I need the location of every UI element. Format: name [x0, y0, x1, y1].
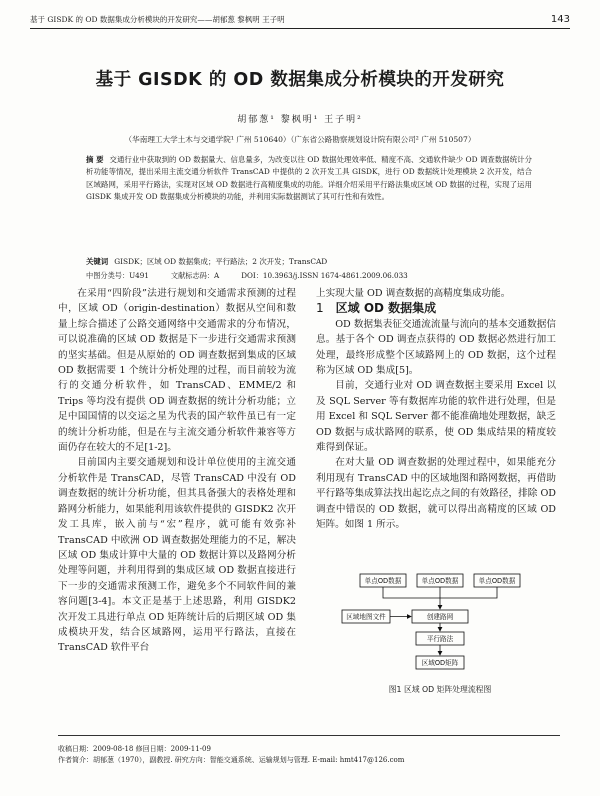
- right-column: [316, 286, 556, 566]
- footnote: [58, 735, 560, 766]
- body-paragraph: 目前国内主要交通规划和设计单位使用的主流交通分析软件是 TransCAD，尽管 TransCAD 中没有 OD 调查数据的统计分析功能，但其具备强大的表格处理和路网分析能力，如果能利用该软件提供的 GISDK2 次开发工具库，嵌入前与“宏”程序，就可能有效弥补 TransCAD 中欧洲 OD 调查数据处理能力的不足，解决区域 OD 集成计算中大量的 OD 数据计算以及路网分析处理等问题，并利用得到的集成区域 OD 数据直接进行下一步的交通需求预测工作，避免多个不同软件间的兼容问题[3-4]。本文正是基于上述思路，利用 GISDK2 次开发工具进行单点 OD 矩阵统计后的后期区域 OD 集成模块开发，结合区域路网，运用平行路法，直接在 TransCAD 软件平台: [58, 457, 296, 654]
- doi: DOI：10.3963/j.ISSN 1674-4861.2009.06.033: [241, 271, 408, 280]
- author-list: 胡郁葱¹ 黎枫明¹ 王子明²: [237, 115, 363, 125]
- affiliation: （华南理工大学土木与交通学院¹ 广州 510640）（广东省公路勘察规划设计院有限公司² 广州 510507）: [124, 135, 476, 144]
- paper-title: 基于 GISDK 的 OD 数据集成分析模块的开发研究: [95, 70, 505, 90]
- keywords-label: 关键词: [86, 257, 109, 266]
- body-paragraph: 在采用“四阶段”法进行规划和交通需求预测的过程中，区域 OD（origin-destination）数据从空间和数量上综合描述了公路交通网络中交通需求的分布情况，可以说准确的区域 OD 数据是下一步进行交通需求预测的坚实基础。但是从原始的 OD 调查数据到集成的区域 OD 数据需要 1 个统计分析处理的过程，而目前较为流行的交通分析软件，如 TransCAD、EMME/2 和 Trips 等均没有提供 OD 调查数据的统计分析功能；立足中国国情的以交运之星为代表的国产软件虽已有一定的统计分析功能，但是在与主流交通分析软件兼容等方面仍存在较大的不足[1-2]。: [58, 288, 296, 454]
- keywords-text: GISDK；区域 OD 数据集成；平行路法；2 次开发；TransCAD: [114, 257, 328, 266]
- section-heading: [316, 301, 556, 316]
- flow-box-label: 区域OD矩阵: [421, 659, 459, 667]
- flow-box-label: 平行路法: [426, 635, 454, 643]
- author-bio: 作者简介：胡郁葱（1970），副教授. 研究方向：智能交通系统、运输规划与管理. E-mail: hmt417@126.com: [58, 756, 405, 764]
- received-dates: 收稿日期：2009-08-18 修回日期：2009-11-09: [58, 745, 211, 753]
- flowchart-figure: [340, 572, 540, 674]
- abstract: [86, 154, 532, 254]
- page-number: 143: [550, 14, 570, 25]
- flow-box-label: 单点OD数据: [364, 577, 402, 585]
- keywords: [86, 256, 532, 268]
- running-head-text: 基于 GISDK 的 OD 数据集成分析模块的开发研究——胡郁葱 黎枫明 王子明: [30, 15, 285, 24]
- flow-box-label: 单点OD数据: [421, 577, 459, 585]
- classification-line: [86, 270, 532, 282]
- flow-box-label: 创建路网: [426, 613, 454, 621]
- clc-number: 中图分类号：U491: [86, 271, 149, 280]
- abstract-text: 交通行业中获取到的 OD 数据量大、信息量多，为改变以往 OD 数据处理效率低、精度不高、交通软件缺少 OD 调查数据统计分析功能等情况，提出采用主流交通分析软件 TransCAD 中提供的 2 次开发工具 GISDK，进行 OD 数据统计处理模块 2 次开发，结合区域路网，采用平行路法，实现对区域 OD 数据进行高精度集成的功能。详细介绍采用平行路法集成区域 OD 数据的过程，实现了运用 GISDK 集成开发 OD 数据集成分析模块的功能，并利用实际数据测试了其可行性和有效性。: [86, 155, 532, 202]
- section-title: 区域 OD 数据集成: [335, 301, 437, 316]
- body-paragraph: OD 数据集表征交通流流量与流向的基本交通数据信息。基于各个 OD 调查点获得的 OD 数据必然进行加工处理，最终形成整个区域路网上的 OD 数据，这个过程称为区域 OD 集成[5]。: [316, 318, 556, 377]
- document-code: 文献标志码：A: [170, 271, 220, 280]
- body-paragraph: 上实现大量 OD 调查数据的高精度集成功能。: [316, 288, 511, 299]
- section-number: 1: [316, 301, 324, 316]
- body-paragraph: 目前，交通行业对 OD 调查数据主要采用 Excel 以及 SQL Server 等有数据库功能的软件进行处理，但是用 Excel 和 SQL Server 都不能准确地处理数据，缺乏 OD 数据与成状路网的联系，使 OD 集成结果的精度较难得到保证。: [316, 380, 556, 454]
- left-column: [58, 286, 296, 726]
- figure-caption: 图1 区域 OD 矩阵处理流程图: [388, 685, 492, 694]
- flow-box-label: 区域地图文件: [346, 613, 386, 621]
- abstract-label: 摘 要: [86, 155, 104, 164]
- running-head: [30, 14, 570, 29]
- flow-box-label: 单点OD数据: [478, 577, 516, 585]
- body-paragraph: 在对大量 OD 调查数据的处理过程中，如果能充分利用现有 TransCAD 中的区域地图和路网数据，再借助平行路等集成算法找出起讫点之间的有效路径，排除 OD 调查中错误的 OD 数据，就可以得出高精度的区域 OD 矩阵。如图 1 所示。: [316, 457, 556, 531]
